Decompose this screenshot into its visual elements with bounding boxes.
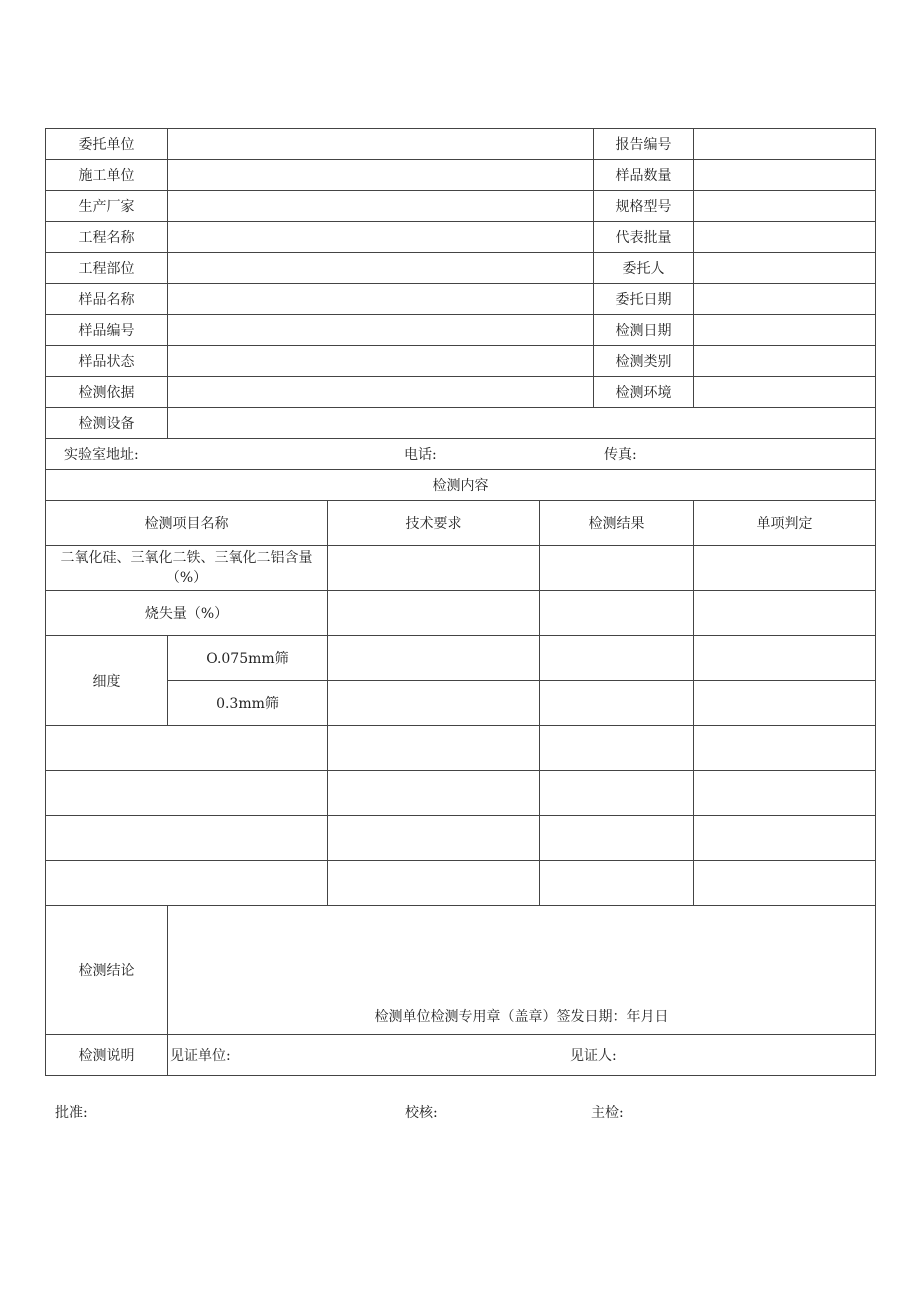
lab-address-label: 实验室地址: — [64, 447, 139, 463]
header-row — [46, 253, 876, 284]
fineness-item: 细度 — [46, 636, 168, 726]
fineness-03-judgement-cell[interactable] — [694, 681, 876, 726]
commission-date-label: 委托日期 — [594, 284, 694, 315]
manufacturer-label: 生产厂家 — [46, 191, 168, 222]
fineness-0075-requirement-cell[interactable] — [328, 636, 540, 681]
header-row — [46, 315, 876, 346]
report-number-label: 报告编号 — [594, 129, 694, 160]
fineness-0075-result-cell[interactable] — [540, 636, 694, 681]
col-test-result: 检测结果 — [540, 501, 694, 546]
sample-state-value[interactable] — [168, 346, 594, 377]
table-row — [46, 771, 876, 816]
table-row — [46, 726, 876, 771]
table-row — [46, 681, 876, 726]
lab-phone-label: 电话: — [404, 447, 437, 463]
project-name-value[interactable] — [168, 222, 594, 253]
equipment-row — [46, 408, 876, 439]
spec-model-value[interactable] — [694, 191, 876, 222]
witness-person-label: 见证人: — [570, 1048, 617, 1064]
sample-name-value[interactable] — [168, 284, 594, 315]
test-date-label: 检测日期 — [594, 315, 694, 346]
test-equipment-label: 检测设备 — [46, 408, 168, 439]
batch-size-label: 代表批量 — [594, 222, 694, 253]
header-row — [46, 377, 876, 408]
client-person-value[interactable] — [694, 253, 876, 284]
empty-item-cell[interactable] — [46, 861, 328, 906]
test-environment-label: 检测环境 — [594, 377, 694, 408]
loss-result-cell[interactable] — [540, 591, 694, 636]
content-title-row — [46, 470, 876, 501]
fineness-sieve-0075: O.075mm筛 — [168, 636, 328, 681]
oxide-content-item: 二氧化硅、三氧化二铁、三氧化二铝含量（%） — [46, 546, 328, 591]
fineness-0075-judgement-cell[interactable] — [694, 636, 876, 681]
col-technical-requirement: 技术要求 — [328, 501, 540, 546]
lab-fax-label: 传真: — [604, 447, 637, 463]
sample-number-value[interactable] — [168, 315, 594, 346]
commission-date-value[interactable] — [694, 284, 876, 315]
empty-item-cell[interactable] — [46, 726, 328, 771]
col-judgement: 单项判定 — [694, 501, 876, 546]
test-basis-value[interactable] — [168, 377, 594, 408]
table-row — [46, 546, 876, 591]
header-row — [46, 346, 876, 377]
client-person-label: 委托人 — [594, 253, 694, 284]
oxide-requirement-cell[interactable] — [328, 546, 540, 591]
construction-unit-value[interactable] — [168, 160, 594, 191]
header-row — [46, 284, 876, 315]
empty-requirement-cell[interactable] — [328, 771, 540, 816]
batch-size-value[interactable] — [694, 222, 876, 253]
empty-result-cell[interactable] — [540, 861, 694, 906]
project-part-value[interactable] — [168, 253, 594, 284]
empty-result-cell[interactable] — [540, 726, 694, 771]
empty-judgement-cell[interactable] — [694, 816, 876, 861]
test-category-label: 检测类别 — [594, 346, 694, 377]
test-category-value[interactable] — [694, 346, 876, 377]
header-row — [46, 191, 876, 222]
approve-label: 批准: — [55, 1105, 88, 1121]
loss-on-ignition-item: 烧失量（%） — [46, 591, 328, 636]
test-basis-label: 检测依据 — [46, 377, 168, 408]
loss-judgement-cell[interactable] — [694, 591, 876, 636]
table-row — [46, 861, 876, 906]
notes-row — [46, 1035, 876, 1076]
header-row — [46, 222, 876, 253]
empty-result-cell[interactable] — [540, 816, 694, 861]
sample-state-label: 样品状态 — [46, 346, 168, 377]
empty-judgement-cell[interactable] — [694, 861, 876, 906]
table-row — [46, 591, 876, 636]
project-name-label: 工程名称 — [46, 222, 168, 253]
header-row — [46, 129, 876, 160]
manufacturer-value[interactable] — [168, 191, 594, 222]
review-label: 校核: — [405, 1105, 438, 1121]
test-equipment-value[interactable] — [168, 408, 876, 439]
loss-requirement-cell[interactable] — [328, 591, 540, 636]
test-date-value[interactable] — [694, 315, 876, 346]
test-environment-value[interactable] — [694, 377, 876, 408]
test-notes-label: 检测说明 — [46, 1035, 168, 1076]
sample-quantity-label: 样品数量 — [594, 160, 694, 191]
stamp-signature-text: 检测单位检测专用章（盖章）签发日期：年月日 — [374, 1009, 669, 1025]
empty-requirement-cell[interactable] — [328, 861, 540, 906]
test-conclusion-value[interactable] — [168, 906, 876, 1035]
empty-requirement-cell[interactable] — [328, 726, 540, 771]
sample-name-label: 样品名称 — [46, 284, 168, 315]
empty-item-cell[interactable] — [46, 816, 328, 861]
fineness-03-result-cell[interactable] — [540, 681, 694, 726]
client-unit-value[interactable] — [168, 129, 594, 160]
empty-requirement-cell[interactable] — [328, 816, 540, 861]
header-row — [46, 160, 876, 191]
fineness-03-requirement-cell[interactable] — [328, 681, 540, 726]
test-content-title: 检测内容 — [46, 470, 876, 501]
table-row — [46, 816, 876, 861]
witness-unit-label: 见证单位: — [170, 1048, 231, 1064]
empty-judgement-cell[interactable] — [694, 726, 876, 771]
oxide-judgement-cell[interactable] — [694, 546, 876, 591]
conclusion-row — [46, 906, 876, 1035]
client-unit-label: 委托单位 — [46, 129, 168, 160]
empty-item-cell[interactable] — [46, 771, 328, 816]
empty-result-cell[interactable] — [540, 771, 694, 816]
sample-quantity-value[interactable] — [694, 160, 876, 191]
report-number-value[interactable] — [694, 129, 876, 160]
construction-unit-label: 施工单位 — [46, 160, 168, 191]
test-report-table — [45, 128, 876, 1076]
test-conclusion-label: 检测结论 — [46, 906, 168, 1035]
project-part-label: 工程部位 — [46, 253, 168, 284]
inspect-label: 主检: — [591, 1105, 624, 1121]
lab-info-row — [46, 439, 876, 470]
sample-number-label: 样品编号 — [46, 315, 168, 346]
oxide-result-cell[interactable] — [540, 546, 694, 591]
spec-model-label: 规格型号 — [594, 191, 694, 222]
fineness-sieve-03: 0.3mm筛 — [168, 681, 328, 726]
col-item-name: 检测项目名称 — [46, 501, 328, 546]
column-header-row — [46, 501, 876, 546]
table-row — [46, 636, 876, 681]
empty-judgement-cell[interactable] — [694, 771, 876, 816]
